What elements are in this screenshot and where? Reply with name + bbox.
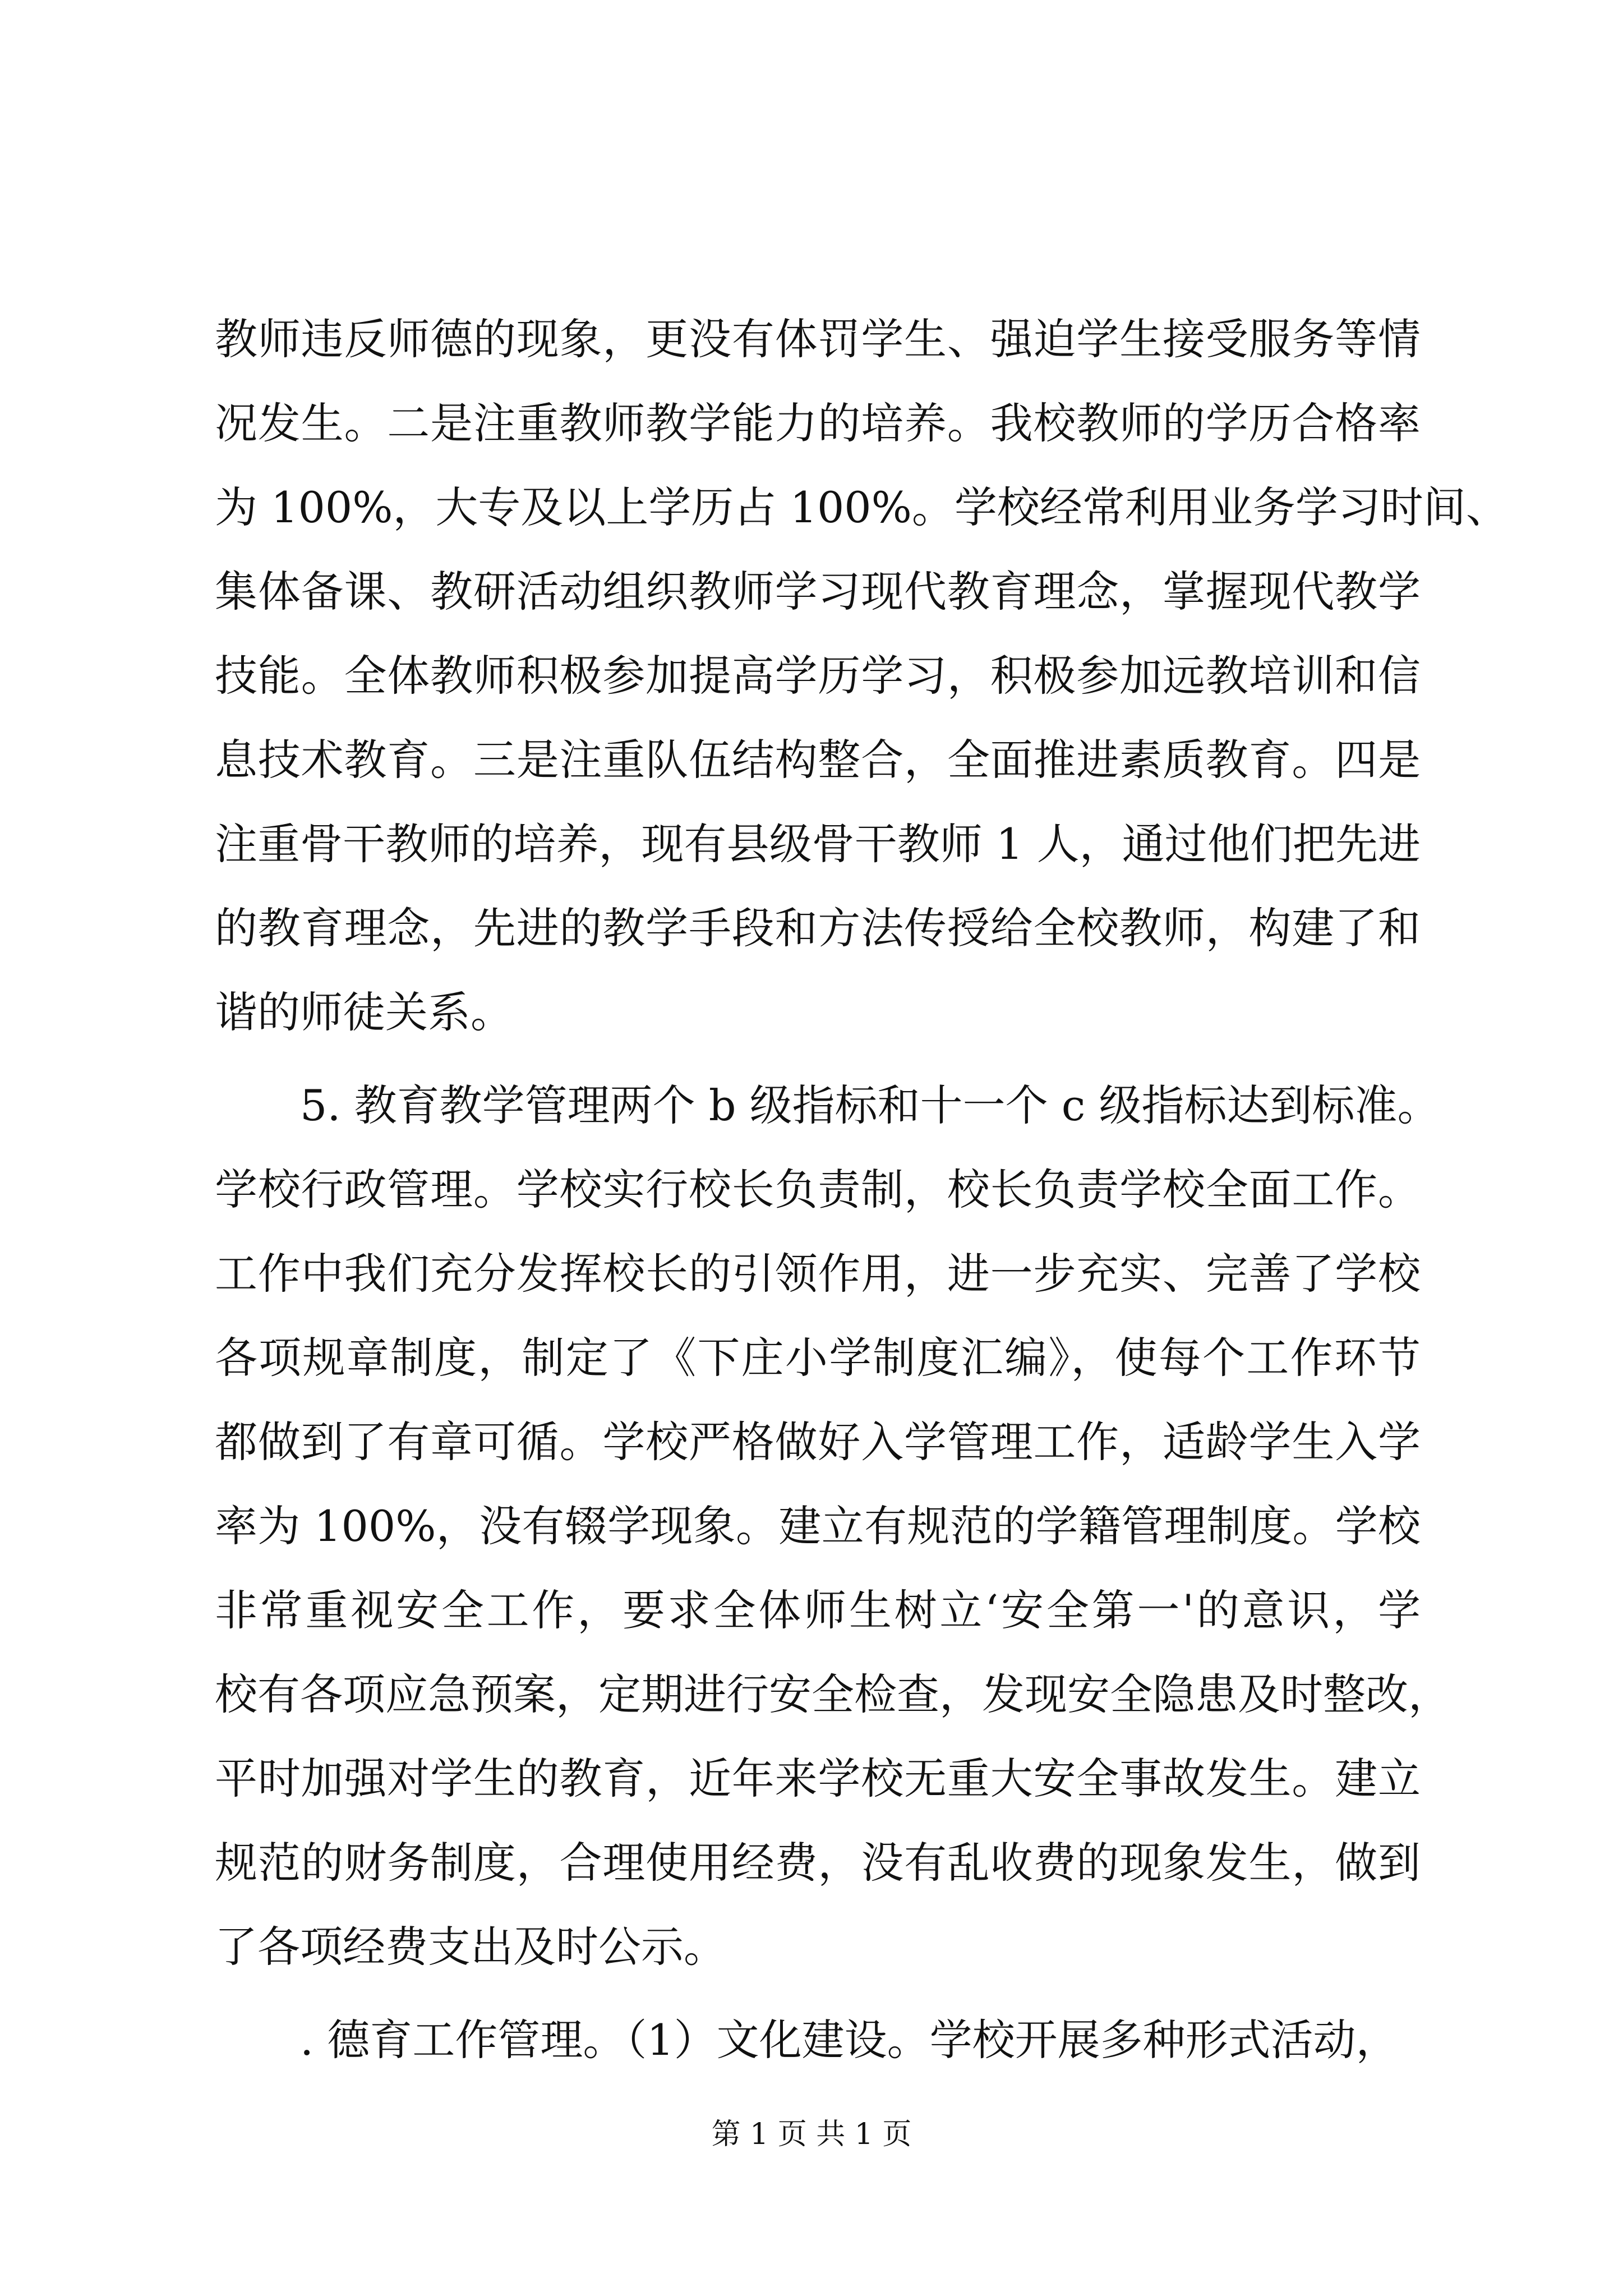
text-line: 都做到了有章可循。学校严格做好入学管理工作，适龄学生入学: [215, 1417, 1421, 1467]
text-line: 平时加强对学生的教育，近年来学校无重大安全事故发生。建立: [215, 1754, 1421, 1803]
text-line: 学校行政管理。学校实行校长负责制，校长负责学校全面工作。: [215, 1165, 1421, 1214]
text-line: 为 100%，大专及以上学历占 100%。学校经常利用业务学习时间、: [215, 482, 1509, 532]
text-line: 况发生。二是注重教师教学能力的培养。我校教师的学历合格率: [215, 398, 1421, 448]
text-line: 各项规章制度，制定了《下庄小学制度汇编》，使每个工作环节: [215, 1333, 1421, 1383]
text-line: 谐的师徒关系。: [215, 987, 513, 1037]
text-line: 工作中我们充分发挥校长的引领作用，进一步充实、完善了学校: [215, 1249, 1421, 1299]
body-text: [215, 297, 1509, 2082]
text-line: 息技术教育。三是注重队伍结构整合，全面推进素质教育。四是: [215, 735, 1421, 785]
paragraph-teacher-quality: [215, 297, 1509, 1055]
text-line: 技能。全体教师积极参加提高学历学习，积极参加远教培训和信: [215, 651, 1421, 701]
text-line: 规范的财务制度，合理使用经费，没有乱收费的现象发生，做到: [215, 1838, 1421, 1888]
text-line: 率为 100%，没有辍学现象。建立有规范的学籍管理制度。学校: [215, 1501, 1421, 1551]
text-line: 集体备课、教研活动组织教师学习现代教育理念，掌握现代教学: [215, 567, 1421, 616]
paragraph-teaching-management: [215, 1064, 1451, 1989]
text-line: 5. 教育教学管理两个 b 级指标和十一个 c 级指标达到标准。: [300, 1080, 1440, 1130]
text-line: 注重骨干教师的培养，现有县级骨干教师 1 人，通过他们把先进: [215, 819, 1421, 869]
text-line: 了各项经费支出及时公示。: [215, 1922, 726, 1972]
page-footer: [0, 2112, 1623, 2157]
page-number: 第 1 页 共 1 页: [711, 2118, 912, 2151]
text-line: . 德育工作管理。（1）文化建设。学校开展多种形式活动，: [300, 2015, 1399, 2065]
text-line: 非常重视安全工作，要求全体师生树立‘安全第一'的意识，学: [215, 1585, 1421, 1635]
text-line: 校有各项应急预案，定期进行安全检查，发现安全隐患及时整改，: [215, 1669, 1451, 1719]
text-line: 教师违反师德的现象，更没有体罚学生、强迫学生接受服务等情: [215, 314, 1421, 364]
text-line: 的教育理念，先进的教学手段和方法传授给全校教师，构建了和: [215, 903, 1421, 953]
paragraph-moral-education: [215, 1998, 1421, 2082]
